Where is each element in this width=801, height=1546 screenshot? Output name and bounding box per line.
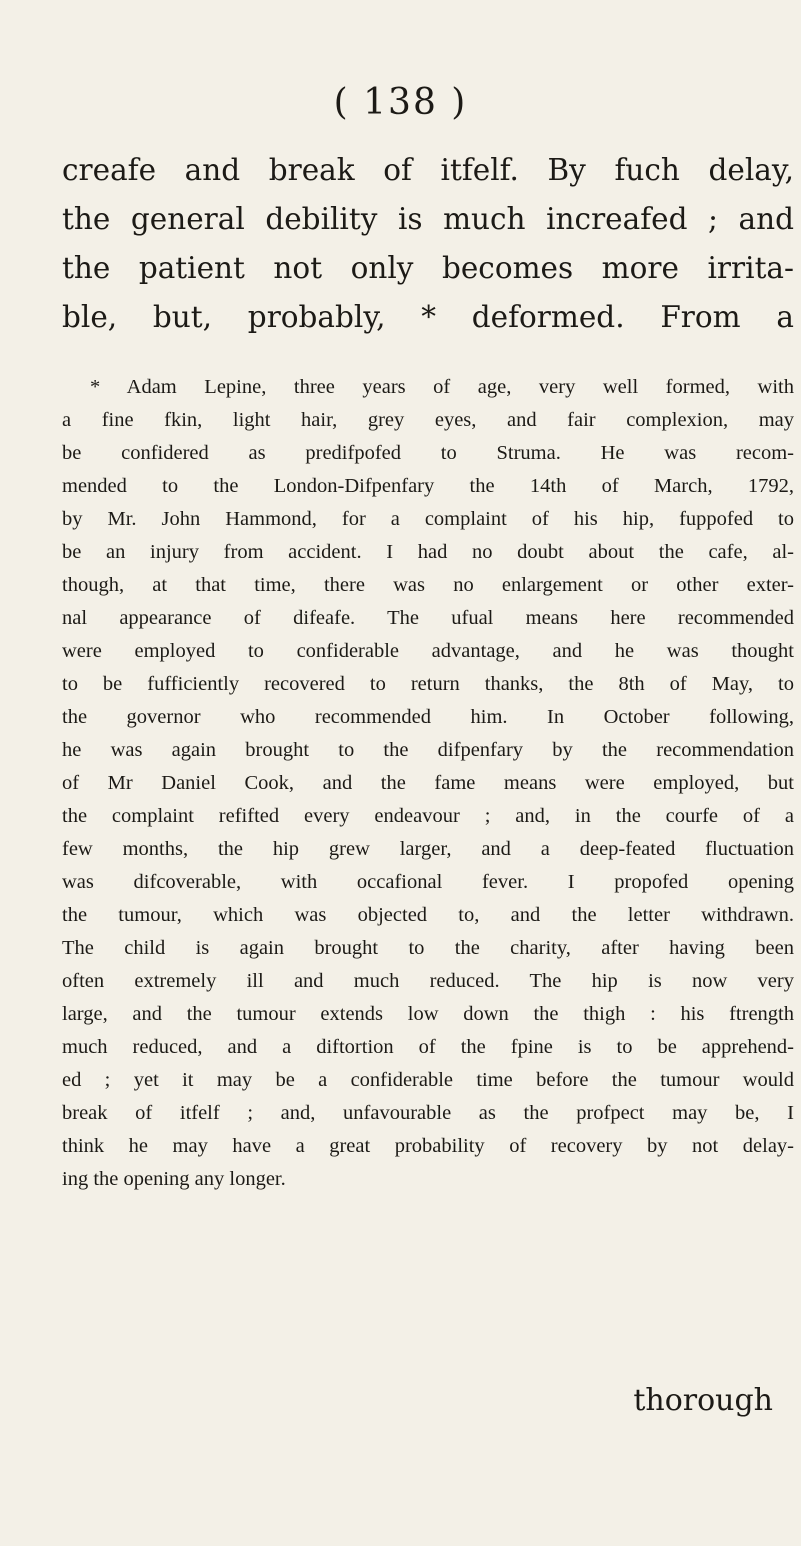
- footnote-line: much reduced, and a diftortion of the fpine is to be apprehend-: [62, 1036, 794, 1058]
- footnote-line: were employed to confiderable advantage, and he was thought: [62, 640, 794, 662]
- footnote-line: large, and the tumour extends low down the thigh : his ftrength: [62, 1003, 794, 1025]
- main-text-line: creafe and break of itfelf. By fuch delay,: [62, 153, 794, 187]
- main-text-line: the general debility is much increafed ; and: [62, 202, 794, 236]
- main-text-line: the patient not only becomes more irrita-: [62, 251, 794, 285]
- footnote-line: few months, the hip grew larger, and a deep-feated fluctuation: [62, 838, 794, 860]
- footnote-line: the governor who recommended him. In October following,: [62, 706, 794, 728]
- footnote-line: a fine fkin, light hair, grey eyes, and fair complexion, may: [62, 409, 794, 431]
- main-text-line: ble, but, probably, * deformed. From a: [62, 300, 794, 334]
- footnote-line: to be fufficiently recovered to return thanks, the 8th of May, to: [62, 673, 794, 695]
- footnote-line: mended to the London-Difpenfary the 14th of March, 1792,: [62, 475, 794, 497]
- footnote-line: the tumour, which was objected to, and the letter withdrawn.: [62, 904, 794, 926]
- footnote-line: ed ; yet it may be a confiderable time before the tumour would: [62, 1069, 794, 1091]
- footnote-line: think he may have a great probability of recovery by not delay-: [62, 1135, 794, 1157]
- footnote-line: be an injury from accident. I had no doubt about the cafe, al-: [62, 541, 794, 563]
- footnote-line: though, at that time, there was no enlargement or other exter-: [62, 574, 794, 596]
- footnote-line: nal appearance of difeafe. The ufual means here recommended: [62, 607, 794, 629]
- footnote-line: be confidered as predifpofed to Struma. He was recom-: [62, 442, 794, 464]
- footnote-line: the complaint refifted every endeavour ; and, in the courfe of a: [62, 805, 794, 827]
- footnote-line: of Mr Daniel Cook, and the fame means were employed, but: [62, 772, 794, 794]
- footnote-line: * Adam Lepine, three years of age, very well formed, with: [90, 376, 794, 398]
- footnote-line: The child is again brought to the charity, after having been: [62, 937, 794, 959]
- page-number: ( 138 ): [333, 82, 468, 123]
- footnote-line: often extremely ill and much reduced. The hip is now very: [62, 970, 794, 992]
- catchword: thorough: [633, 1383, 773, 1418]
- main-text: [62, 146, 794, 342]
- footnote-line: he was again brought to the difpenfary by the recommendation: [62, 739, 794, 761]
- footnote: [62, 371, 794, 1196]
- footnote-line: break of itfelf ; and, unfavourable as the profpect may be, I: [62, 1102, 794, 1124]
- footnote-line: by Mr. John Hammond, for a complaint of his hip, fuppofed to: [62, 508, 794, 530]
- footnote-line: was difcoverable, with occafional fever. I propofed opening: [62, 871, 794, 893]
- footnote-line: ing the opening any longer.: [62, 1168, 286, 1190]
